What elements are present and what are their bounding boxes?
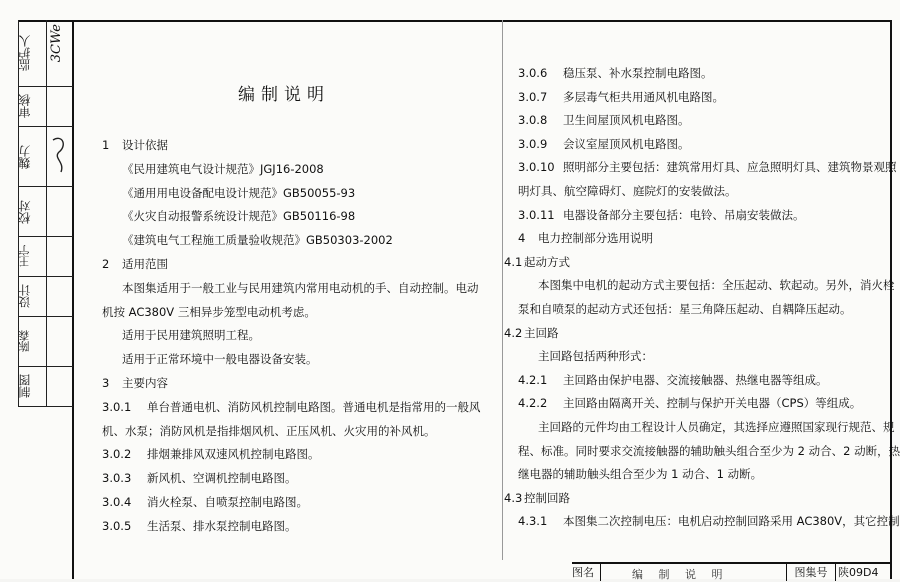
line-number: 4.2.2 xyxy=(518,396,548,411)
line-text: 明灯具、航空障碍灯、庭院灯的安装做法。 xyxy=(518,184,737,198)
title-block-atlas-number: 陕09D4 xyxy=(838,566,879,579)
line-text: 继电器的辅助触头组合至少为 1 动合、1 动断。 xyxy=(518,467,763,482)
strip-top-label: 监护人 xyxy=(18,35,32,71)
strip-cell-sign2 xyxy=(18,316,73,367)
title-block xyxy=(572,562,890,581)
line-text: 适用范围 xyxy=(122,257,168,271)
line-number: 3.0.1 xyxy=(102,399,132,414)
strip-cell-check xyxy=(18,186,73,237)
line-text: 新风机、空调机控制电路图。 xyxy=(147,471,297,486)
strip-check-label: 校对 xyxy=(18,200,32,224)
line-number: 4.3 xyxy=(504,490,523,505)
line-text: 本图集中电机的起动方式主要包括：全压起动、软起动。另外，消火栓 xyxy=(538,278,895,293)
strip-design-label: 设计 xyxy=(18,284,32,308)
line-number: 3.0.2 xyxy=(102,447,132,462)
line-text: 本图集适用于一般工业与民用建筑内常用电动机的手、自动控制。电动 xyxy=(122,280,479,295)
line-text: 机、水泵；消防风机是指排烟风机、正压风机、火灾用的补风机。 xyxy=(102,423,436,438)
line-text: 主回路由保护电器、交流接触器、热继电器等组成。 xyxy=(563,372,828,387)
line-number: 3 xyxy=(102,376,110,390)
title-block-drawing-name: 编 制 说 明 xyxy=(632,568,729,581)
line-text: 泵和自喷泵的起动方式还包括：星三角降压起动、自耦降压起动。 xyxy=(518,302,852,316)
line-text: 适用于民用建筑照明工程。 xyxy=(122,328,260,343)
line-number: 3.0.10 xyxy=(518,160,555,175)
line-number: 4.1 xyxy=(504,254,523,269)
line-number: 2 xyxy=(102,257,110,271)
line-number: 3.0.7 xyxy=(518,89,548,104)
line-text: 适用于正常环境中一般电器设备安装。 xyxy=(122,352,318,367)
line-number: 3.0.11 xyxy=(518,207,555,222)
line-number: 3.0.6 xyxy=(518,66,548,80)
line-text: 消火栓泵、自喷泵控制电路图。 xyxy=(147,495,308,509)
line-text: 多层毒气柜共用通风机电路图。 xyxy=(563,89,724,104)
line-number: 3.0.8 xyxy=(518,113,548,128)
line-text: 主回路由隔离开关、控制与保护开关电器（CPS）等组成。 xyxy=(563,396,862,411)
border-right xyxy=(890,20,892,579)
line-number: 3.0.4 xyxy=(102,495,132,509)
line-text: 主要内容 xyxy=(122,376,168,390)
strip-cell-design xyxy=(18,276,73,317)
line-text: 电力控制部分选用说明 xyxy=(538,231,653,246)
page-title: 编制说明 xyxy=(238,85,330,105)
signature-scribble-icon xyxy=(49,132,71,180)
strip-mark-label: 魏力 xyxy=(18,145,32,169)
line-text: 生活泵、排水泵控制电路图。 xyxy=(147,518,297,533)
line-text: 机按 AC380V 三相异步笼型电动机考虑。 xyxy=(102,304,316,319)
line-text: 《民用建筑电气设计规范》JGJ16-2008 xyxy=(122,161,324,176)
strip-mark-signature xyxy=(49,132,71,180)
approval-strip xyxy=(18,20,73,406)
line-text: 主回路包括两种形式： xyxy=(538,349,653,364)
line-text: 排烟兼排风双速风机控制电路图。 xyxy=(147,447,320,462)
line-text: 会议室屋顶风机电路图。 xyxy=(563,136,690,151)
strip-cell-draw xyxy=(18,366,73,407)
line-text: 起动方式 xyxy=(524,254,570,269)
line-text: 控制回路 xyxy=(524,490,570,505)
line-text: 卫生间屋顶风机电路图。 xyxy=(563,113,690,128)
line-text: 稳压泵、补水泵控制电路图。 xyxy=(563,66,713,80)
strip-top-signature: 3CWe xyxy=(49,24,64,63)
line-text: 单台普通电机、消防风机控制电路图。普通电机是指常用的一般风 xyxy=(147,399,481,414)
line-text: 《通用用电设备配电设计规范》GB50055-93 xyxy=(122,185,356,200)
line-number: 3.0.3 xyxy=(102,471,132,486)
line-text: 电器设备部分主要包括：电铃、吊扇安装做法。 xyxy=(563,207,805,222)
strip-draw-label: 制图 xyxy=(18,374,32,398)
line-text: 照明部分主要包括：建筑常用灯具、应急照明灯具、建筑物景观照 xyxy=(563,160,897,175)
line-text: 《建筑电气工程施工质量验收规范》GB50303-2002 xyxy=(122,233,393,248)
line-number: 4.2.1 xyxy=(518,372,548,387)
line-number: 4 xyxy=(518,231,526,246)
line-number: 4.3.1 xyxy=(518,514,548,529)
line-text: 主回路 xyxy=(524,325,559,340)
line-text: 程、标准。同时要求交流接触器的辅助触头组合至少为 2 动合、2 动断，热 xyxy=(518,443,900,458)
line-text: 主回路的元件均由工程设计人员确定，其选择应遵照国家现行规范、规 xyxy=(538,420,895,434)
title-block-name-cell: 图名 xyxy=(572,564,601,581)
line-number: 4.2 xyxy=(504,325,523,340)
line-number: 1 xyxy=(102,138,110,152)
column-divider xyxy=(502,20,503,560)
line-text: 设计依据 xyxy=(122,138,168,152)
title-block-atlas-label: 图集号 xyxy=(786,564,836,581)
strip-sign1-label: 王宁 xyxy=(18,245,31,267)
strip-cell-review xyxy=(18,86,73,127)
line-text: 《火灾自动报警系统设计规范》GB50116-98 xyxy=(122,209,356,224)
strip-review-label: 审核 xyxy=(18,94,32,118)
strip-sign2-label: 陈森 xyxy=(18,330,31,352)
strip-cell-top xyxy=(18,20,73,87)
line-number: 3.0.9 xyxy=(518,136,548,151)
strip-cell-sign1 xyxy=(18,236,73,277)
line-number: 3.0.5 xyxy=(102,518,132,533)
line-text: 本图集二次控制电压：电机启动控制回路采用 AC380V，其它控制 xyxy=(563,514,900,529)
strip-cell-mark xyxy=(18,126,73,187)
border-top xyxy=(18,20,892,22)
